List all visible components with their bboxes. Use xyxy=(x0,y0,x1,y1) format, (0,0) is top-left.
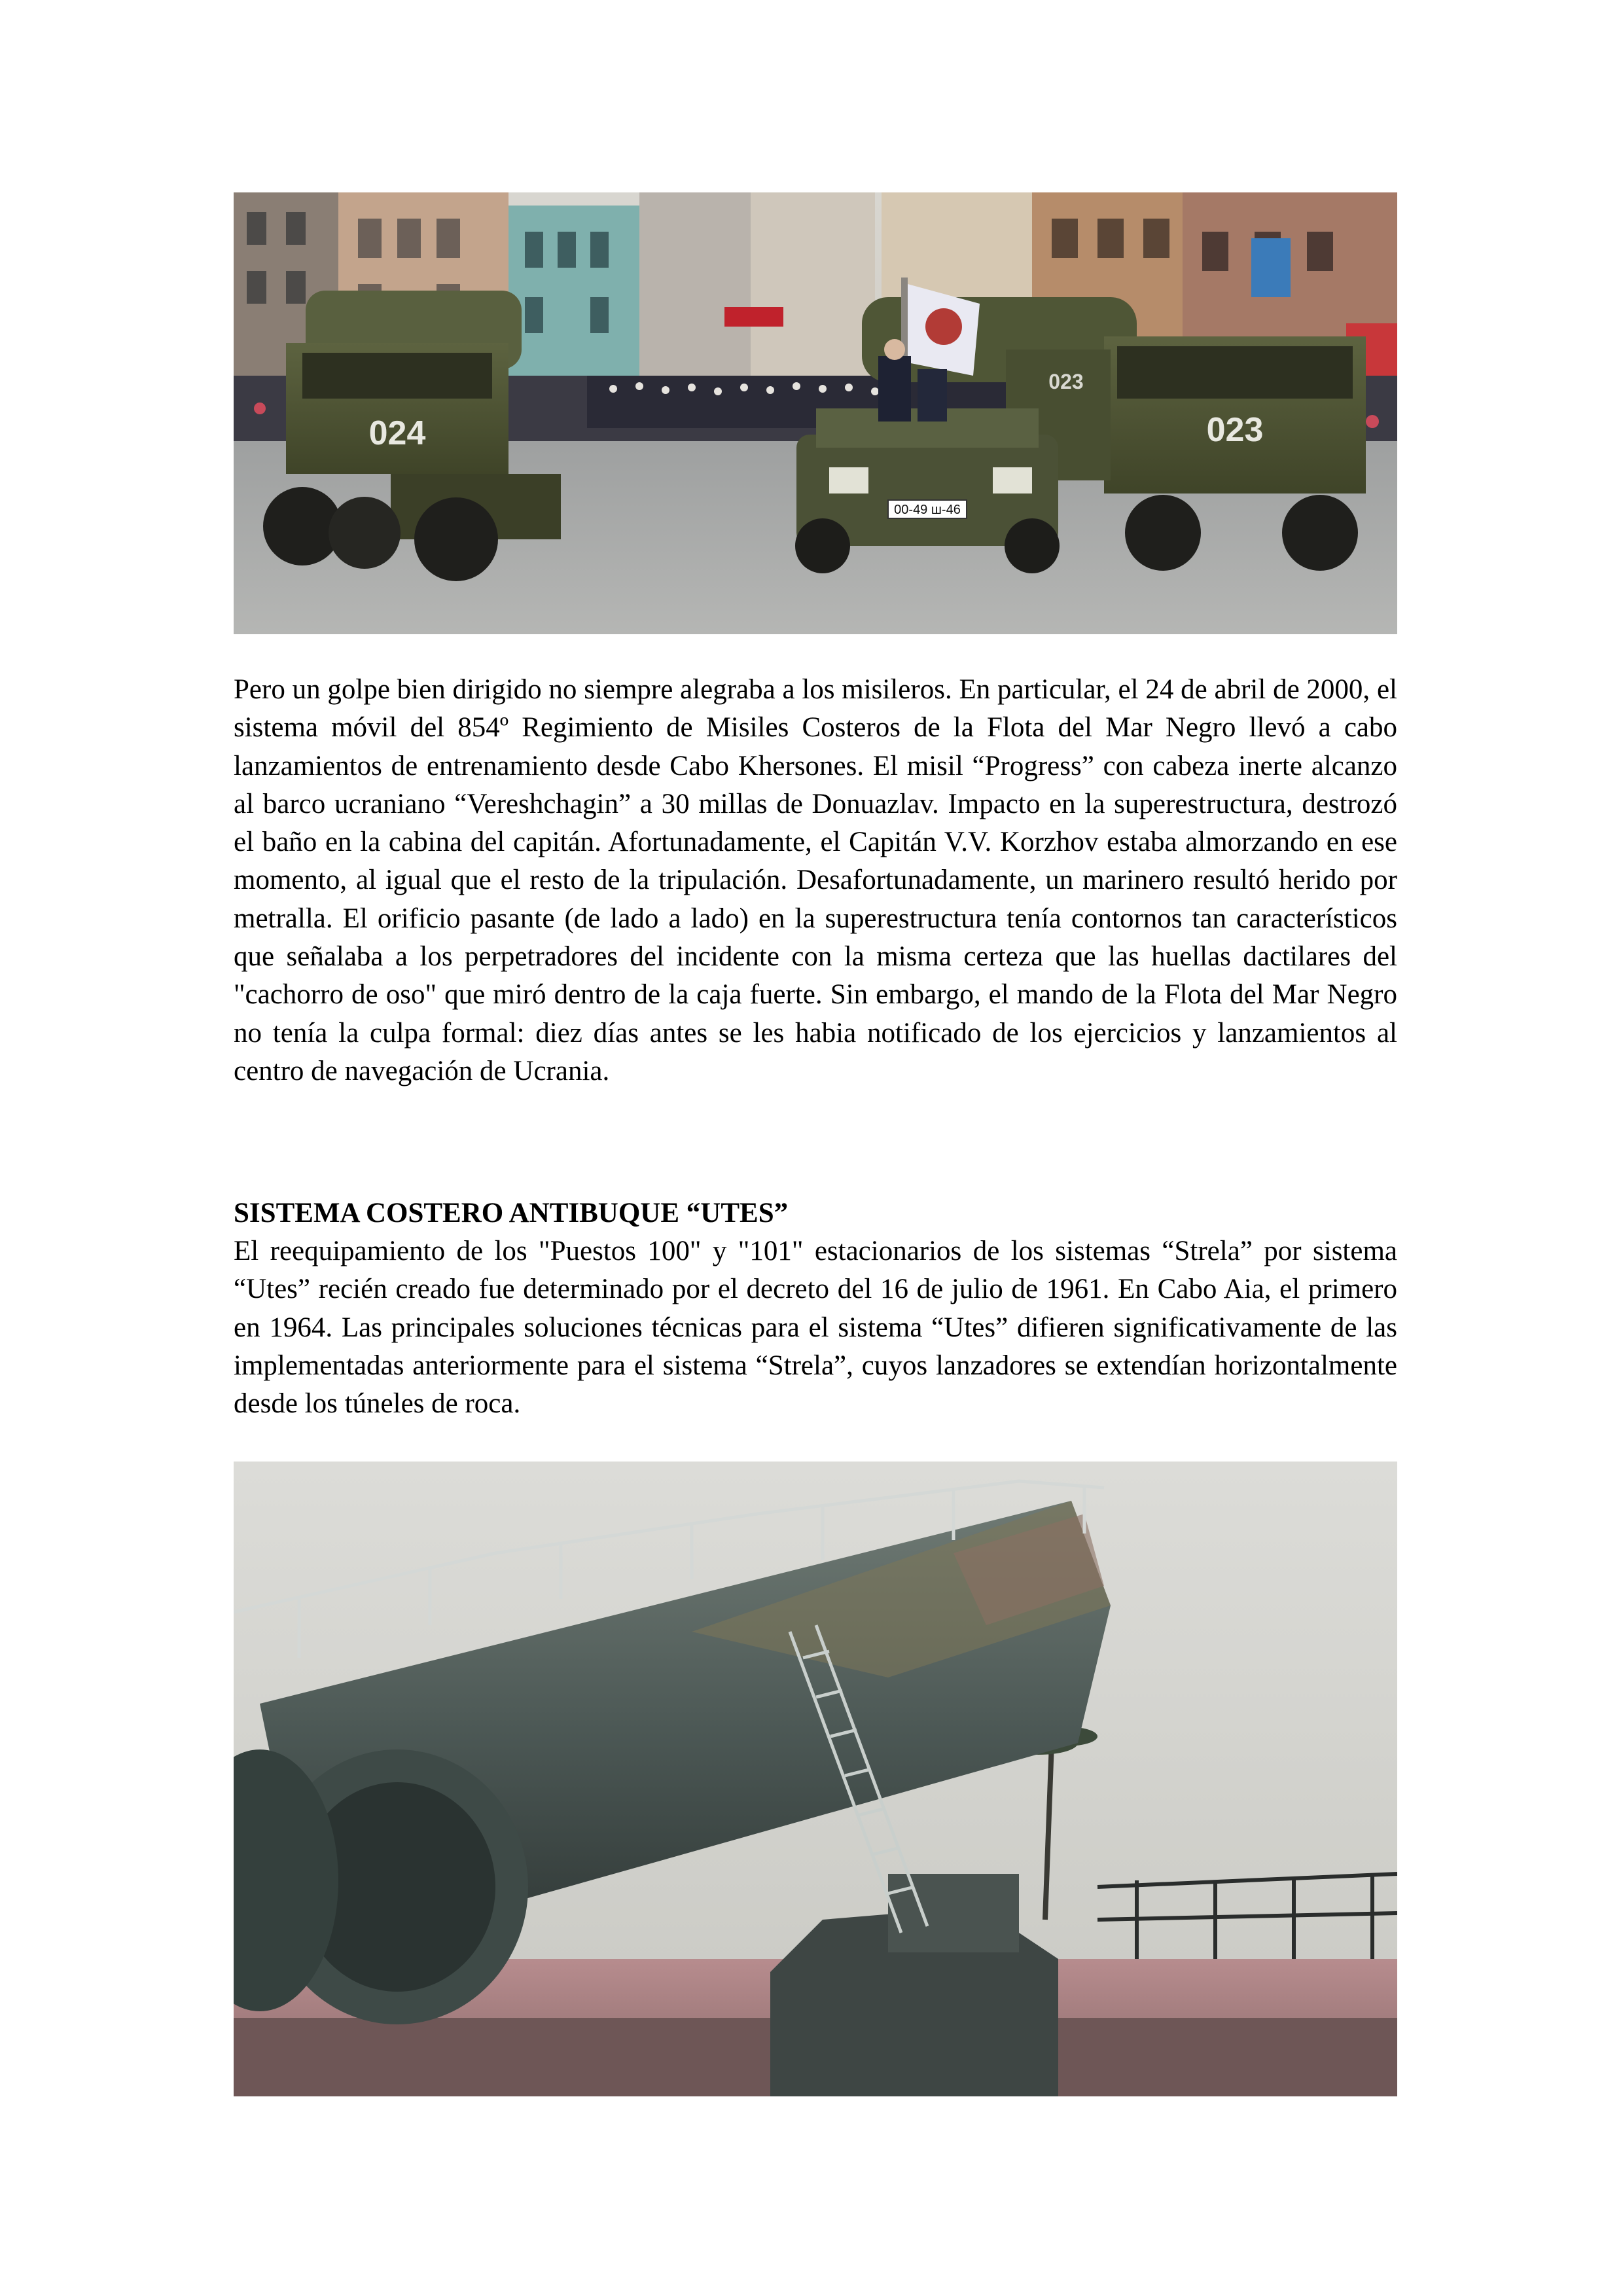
truck-right-number: 023 xyxy=(1206,411,1264,449)
section-heading: SISTEMA COSTERO ANTIBUQUE “UTES” xyxy=(234,1198,789,1229)
parade-photo xyxy=(234,192,1397,634)
launcher-photo xyxy=(234,1462,1397,2096)
body-paragraph-1: Pero un golpe bien dirigido no siempre alegraba a los misileros. En particular, el 24 de abril de 2000, el sistema móvil del 854º Regimiento de Misiles Costeros de la Flota del Mar Negro llevó a cabo lanzamientos de entrenamiento desde Cabo Khersones. El misil “Progress” con cabeza inerte alcanzo al barco ucraniano “Vereshchagin” a 30 millas de Donuazlav. Impacto en la superestructura, destrozó el baño en la cabina del capitán. Afortunadamente, el Capitán V.V. Korzhov estaba almorzando en ese momento, al igual que el resto de la tripulación. Desafortunadamente, un marinero resultó herido por metralla. El orificio pasante (de lado a lado) en la superestructura tenía contornos tan característicos que señalaba a los perpetradores del incidente con la misma certeza que las huellas dactilares del "cachorro de oso" que miró dentro de la caja fuerte. Sin embargo, el mando de la Flota del Mar Negro no tenía la culpa formal: diez días antes se les habia notificado de los ejercicios y lanzamientos al centro de navegación de Ucrania. xyxy=(234,674,1397,1086)
jeep-plate: 00-49 ш-46 xyxy=(894,503,961,517)
truck-left-number: 024 xyxy=(368,414,426,452)
body-paragraph-2: El reequipamiento de los "Puestos 100" y "101" estacionarios de los sistemas “Strela” por sistema “Utes” recién creado fue determinado por el decreto del 16 de julio de 1961. En Cabo Aia, el primero en 1964. Las principales soluciones técnicas para el sistema “Utes” difieren significativamente de las implementadas anteriormente para el sistema “Strela”, cuyos lanzadores se extendían horizontalmente desde los túneles de roca. xyxy=(234,1236,1397,1420)
truck-right-cab-number: 023 xyxy=(1048,370,1084,393)
